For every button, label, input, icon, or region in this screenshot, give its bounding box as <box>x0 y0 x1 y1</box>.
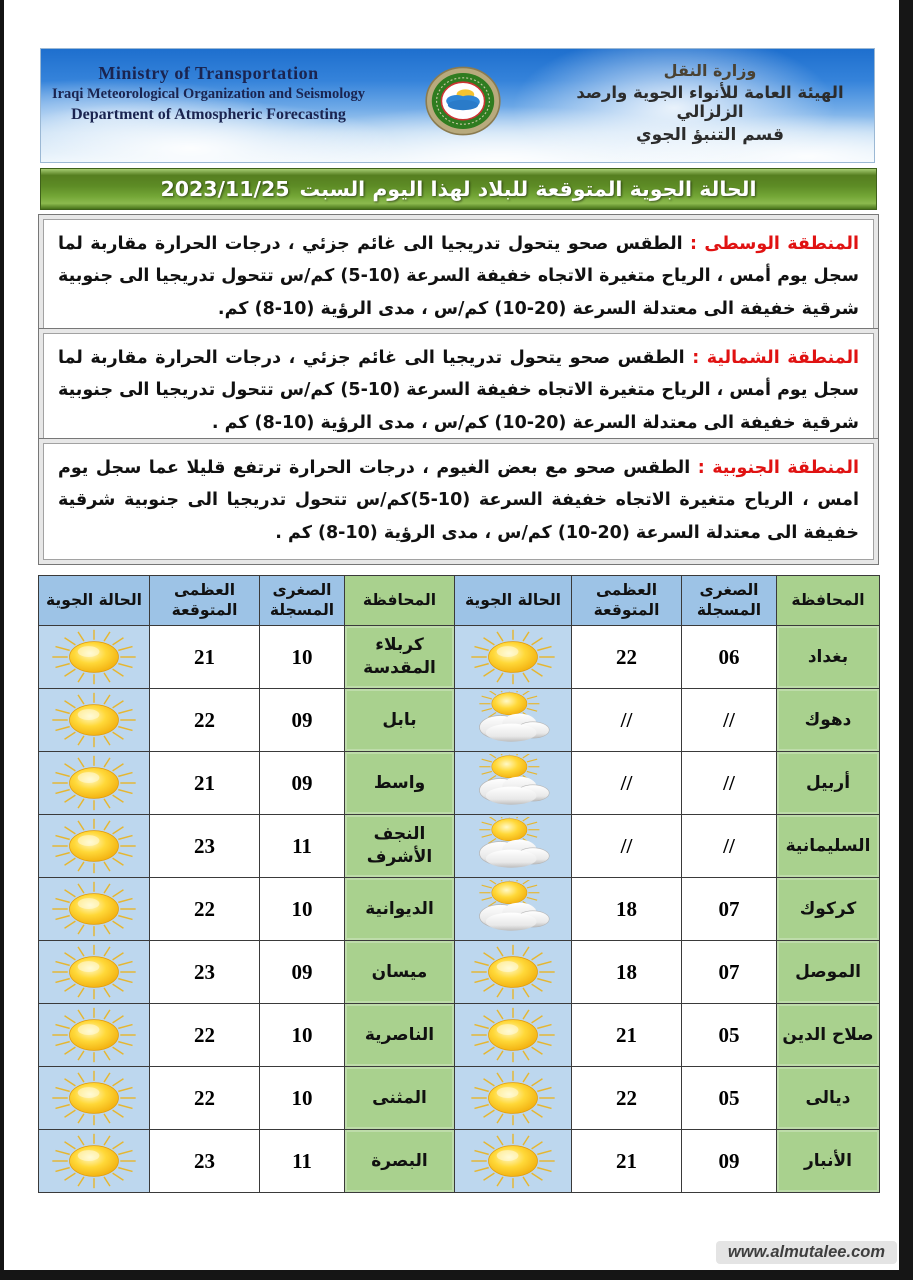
weather-icon-cell <box>455 752 572 815</box>
department-name-ar: قسم التنبؤ الجوي <box>636 125 784 145</box>
notice-text-block <box>43 219 874 336</box>
table-row <box>39 815 880 878</box>
province-cell: بابل <box>345 689 455 752</box>
min-temp-cell: 07 <box>682 878 777 941</box>
sunny-icon <box>47 1069 141 1127</box>
max-temp-cell: 21 <box>150 752 260 815</box>
sunny-icon <box>47 628 141 686</box>
province-cell: الديوانية <box>345 878 455 941</box>
max-temp-cell: 23 <box>150 815 260 878</box>
min-temp-cell: 06 <box>682 626 777 689</box>
sunny-icon <box>47 880 141 938</box>
weather-icon-cell <box>455 689 572 752</box>
weather-icon-cell <box>39 815 150 878</box>
weather-icon-cell <box>455 1067 572 1130</box>
table-row <box>39 1067 880 1130</box>
max-temp-cell: 22 <box>572 626 682 689</box>
column-header-max: العظمى المتوقعة <box>572 576 682 626</box>
max-temp-cell: 18 <box>572 941 682 1004</box>
page-edge-left <box>0 0 4 1280</box>
weather-icon-cell <box>39 1067 150 1130</box>
province-cell: البصرة <box>345 1130 455 1193</box>
sunny-icon <box>466 943 560 1001</box>
column-header-min: الصغرى المسجلة <box>682 576 777 626</box>
ministry-name-en: Ministry of Transportation <box>98 63 319 83</box>
weather-icon-cell <box>39 941 150 1004</box>
organization-name-en: Iraqi Meteorological Organization and Seismology <box>51 86 366 102</box>
forecast-date: 2023/11/25 <box>160 177 290 201</box>
province-cell: دهوك <box>777 689 880 752</box>
table-row <box>39 752 880 815</box>
ministry-name-ar: وزارة النقل <box>663 61 757 80</box>
forecast-table <box>38 575 880 1193</box>
table-row <box>39 1130 880 1193</box>
weather-icon-cell <box>455 815 572 878</box>
max-temp-cell: 23 <box>150 1130 260 1193</box>
notice-text: الطقس صحو يتحول تدريجيا الى غائم جزئي ، درجات الحرارة مقاربة لما سجل يوم أمس ، الرياح متغيرة الاتجاه خفيفة السرعة (10-5) كم/س تتحول تدريجيا الى جنوبية شرقية خفيفة الى معتدلة السرعة (20-10) كم/س ، مدى الرؤية (10-8) كم . <box>58 348 859 433</box>
min-temp-cell: 10 <box>260 878 345 941</box>
weather-icon-cell <box>455 1004 572 1067</box>
sunny-icon <box>466 1069 560 1127</box>
forecast-title-bar <box>40 168 877 210</box>
header-english-block <box>51 57 366 124</box>
page-edge-right <box>899 0 913 1280</box>
forecast-title-text: الحالة الجوية المتوقعة للبلاد لهذا اليوم السبت <box>299 177 757 201</box>
region-label: المنطقة الوسطى : <box>682 234 860 254</box>
province-cell: كركوك <box>777 878 880 941</box>
weather-icon-cell <box>39 689 150 752</box>
min-temp-cell: 10 <box>260 626 345 689</box>
notice-northern-region <box>38 328 879 455</box>
sunny-icon <box>466 628 560 686</box>
province-cell: المثنى <box>345 1067 455 1130</box>
organization-logo <box>415 57 511 147</box>
header-arabic-block <box>560 57 860 145</box>
weather-icon-cell <box>39 1004 150 1067</box>
max-temp-cell: // <box>572 752 682 815</box>
min-temp-cell: 09 <box>260 752 345 815</box>
max-temp-cell: 23 <box>150 941 260 1004</box>
weather-icon-cell <box>39 752 150 815</box>
min-temp-cell: 09 <box>260 941 345 1004</box>
max-temp-cell: 18 <box>572 878 682 941</box>
weather-icon-cell <box>39 626 150 689</box>
notice-text: الطقس صحو مع بعض الغيوم ، درجات الحرارة ترتفع قليلا عما سجل يوم امس ، الرياح متغيرة الاتجاه خفيفة السرعة (10-5)كم/س تتحول تدريجيا الى جنوبية شرقية خفيفة الى معتدلة السرعة (20-10) كم/س ، مدى الرؤية (10-8) كم . <box>58 458 859 543</box>
province-cell: صلاح الدين <box>777 1004 880 1067</box>
min-temp-cell: 05 <box>682 1004 777 1067</box>
sunny-icon <box>466 1006 560 1064</box>
table-row <box>39 941 880 1004</box>
province-cell: السليمانية <box>777 815 880 878</box>
header-banner <box>40 48 875 163</box>
notice-text: الطقس صحو يتحول تدريجيا الى غائم جزئي ، درجات الحرارة مقاربة لما سجل يوم أمس ، الرياح متغيرة الاتجاه خفيفة السرعة (10-5) كم/س تتحول تدريجيا الى جنوبية شرقية خفيفة الى معتدلة السرعة (20-10) كم/س ، مدى الرؤية (10-8) كم. <box>58 234 859 319</box>
partly-cloudy-icon <box>466 817 560 875</box>
sunny-icon <box>47 754 141 812</box>
column-header-province: المحافظة <box>777 576 880 626</box>
province-cell: ديالى <box>777 1067 880 1130</box>
max-temp-cell: // <box>572 689 682 752</box>
department-name-en: Department of Atmospheric Forecasting <box>71 106 346 123</box>
region-label: المنطقة الشمالية : <box>684 348 860 368</box>
table-row <box>39 689 880 752</box>
notice-text-block <box>43 443 874 560</box>
column-header-min: الصغرى المسجلة <box>260 576 345 626</box>
max-temp-cell: // <box>572 815 682 878</box>
partly-cloudy-icon <box>466 754 560 812</box>
organization-emblem-icon <box>415 59 511 143</box>
weather-icon-cell <box>39 1130 150 1193</box>
column-header-condition: الحالة الجوية <box>39 576 150 626</box>
table-row <box>39 626 880 689</box>
min-temp-cell: 10 <box>260 1004 345 1067</box>
partly-cloudy-icon <box>466 691 560 749</box>
min-temp-cell: // <box>682 689 777 752</box>
province-cell: واسط <box>345 752 455 815</box>
column-header-condition: الحالة الجوية <box>455 576 572 626</box>
min-temp-cell: 11 <box>260 815 345 878</box>
sunny-icon <box>47 1006 141 1064</box>
weather-icon-cell <box>455 941 572 1004</box>
max-temp-cell: 22 <box>150 1004 260 1067</box>
max-temp-cell: 22 <box>150 689 260 752</box>
max-temp-cell: 21 <box>572 1004 682 1067</box>
sunny-icon <box>466 1132 560 1190</box>
weather-icon-cell <box>455 878 572 941</box>
column-header-province: المحافظة <box>345 576 455 626</box>
province-cell: الأنبار <box>777 1130 880 1193</box>
notice-southern-region <box>38 438 879 565</box>
weather-icon-cell <box>455 626 572 689</box>
weather-icon-cell <box>39 878 150 941</box>
table-row <box>39 1004 880 1067</box>
min-temp-cell: 11 <box>260 1130 345 1193</box>
weather-icon-cell <box>455 1130 572 1193</box>
min-temp-cell: 10 <box>260 1067 345 1130</box>
sunny-icon <box>47 943 141 1001</box>
province-cell: كربلاء المقدسة <box>345 626 455 689</box>
sunny-icon <box>47 691 141 749</box>
province-cell: بغداد <box>777 626 880 689</box>
max-temp-cell: 22 <box>150 1067 260 1130</box>
sunny-icon <box>47 817 141 875</box>
watermark: www.almutalee.com <box>716 1241 897 1264</box>
sunny-icon <box>47 1132 141 1190</box>
min-temp-cell: 09 <box>682 1130 777 1193</box>
province-cell: الموصل <box>777 941 880 1004</box>
page-edge-bottom <box>0 1270 913 1280</box>
province-cell: الناصرية <box>345 1004 455 1067</box>
province-cell: ميسان <box>345 941 455 1004</box>
min-temp-cell: 07 <box>682 941 777 1004</box>
min-temp-cell: 05 <box>682 1067 777 1130</box>
min-temp-cell: 09 <box>260 689 345 752</box>
notice-central-region <box>38 214 879 341</box>
organization-name-ar: الهيئة العامة للأنواء الجوية وارصد الزلزالي <box>576 83 844 121</box>
min-temp-cell: // <box>682 752 777 815</box>
province-cell: النجف الأشرف <box>345 815 455 878</box>
column-header-max: العظمى المتوقعة <box>150 576 260 626</box>
max-temp-cell: 22 <box>572 1067 682 1130</box>
province-cell: أربيل <box>777 752 880 815</box>
max-temp-cell: 21 <box>150 626 260 689</box>
region-label: المنطقة الجنوبية : <box>690 458 859 478</box>
table-header-row <box>39 576 880 626</box>
table-row <box>39 878 880 941</box>
min-temp-cell: // <box>682 815 777 878</box>
forecast-table-body <box>39 626 880 1193</box>
max-temp-cell: 21 <box>572 1130 682 1193</box>
partly-cloudy-icon <box>466 880 560 938</box>
notice-text-block <box>43 333 874 450</box>
max-temp-cell: 22 <box>150 878 260 941</box>
